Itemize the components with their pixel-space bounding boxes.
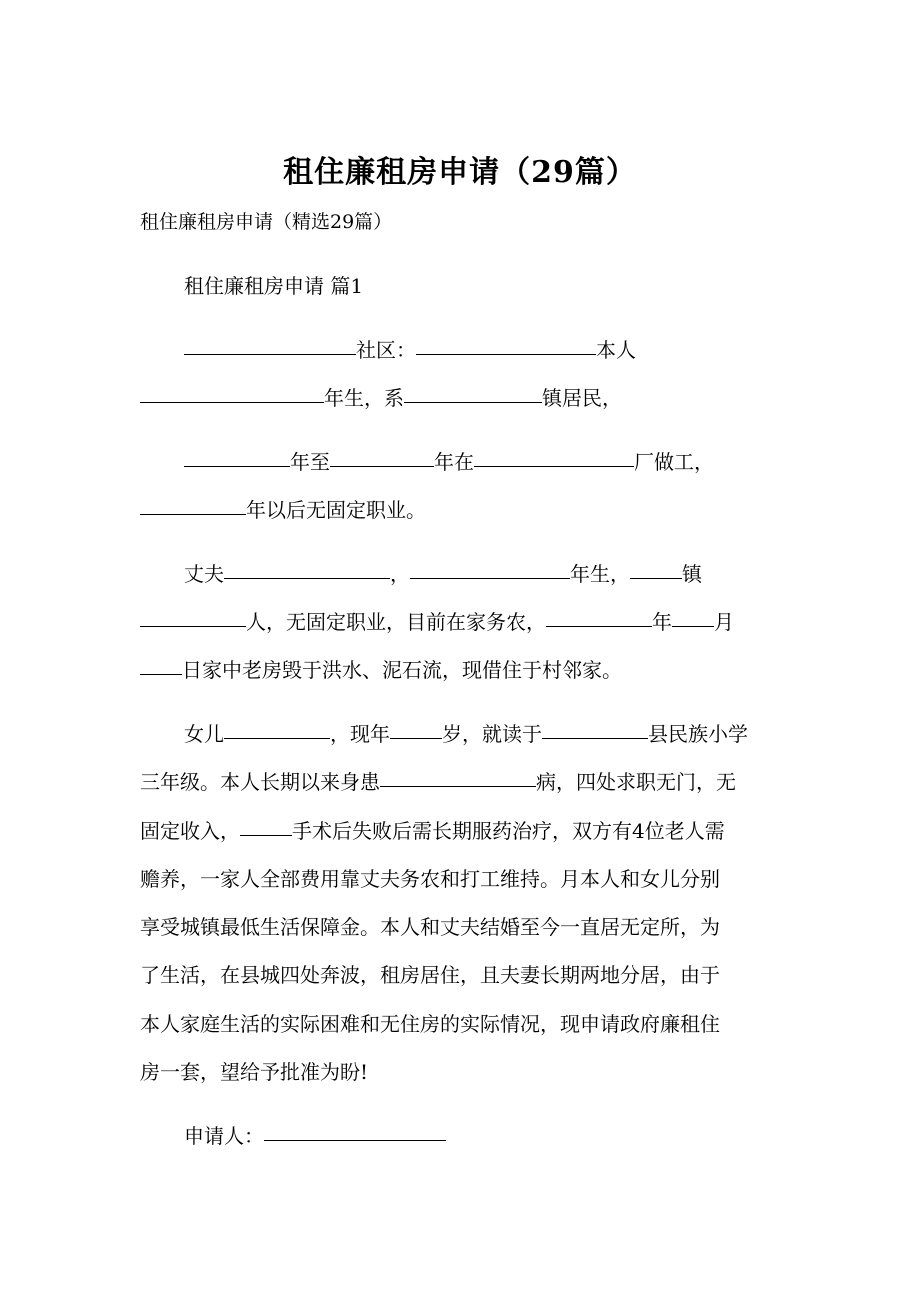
age-now-label: ，现年 bbox=[330, 722, 390, 746]
town-resident-label: 镇居民， bbox=[542, 386, 622, 410]
para3-line2b: 病，四处求职无门，无 bbox=[536, 770, 736, 794]
para3-line1 bbox=[184, 718, 748, 750]
para1-line4 bbox=[140, 494, 426, 526]
year-to-label: 年至 bbox=[290, 450, 330, 474]
blank-field bbox=[140, 653, 182, 675]
born-label: 年生，系 bbox=[324, 386, 404, 410]
para3-line4: 赡养，一家人全部费用靠丈夫务农和打工维持。月本人和女儿分别 bbox=[140, 867, 720, 891]
para2-line2-text: 人，无固定职业，目前在家务农， bbox=[246, 610, 546, 634]
para2-line2 bbox=[140, 606, 734, 638]
month-label: 月 bbox=[714, 610, 734, 634]
factory-work-label: 厂做工， bbox=[634, 450, 714, 474]
para1-line3 bbox=[184, 446, 714, 478]
blank-field bbox=[330, 445, 434, 467]
blank-field bbox=[184, 333, 356, 355]
blank-field bbox=[542, 717, 648, 739]
comma: ， bbox=[390, 562, 410, 586]
born-label: 年生， bbox=[570, 562, 630, 586]
section-heading: 租住廉租房申请 篇1 bbox=[184, 274, 364, 298]
year-at-label: 年在 bbox=[434, 450, 474, 474]
para3-line8: 房一套，望给予批准为盼! bbox=[140, 1060, 369, 1084]
blank-field bbox=[140, 605, 246, 627]
year-label: 年 bbox=[652, 610, 672, 634]
para3-line3a: 固定收入， bbox=[140, 819, 240, 843]
blank-field bbox=[184, 445, 290, 467]
subtitle: 租住廉租房申请（精选29篇） bbox=[140, 211, 393, 233]
age-unit-label: 岁，就读于 bbox=[442, 722, 542, 746]
husband-label: 丈夫 bbox=[184, 562, 224, 586]
school-label: 县民族小学 bbox=[648, 722, 748, 746]
para1-line2 bbox=[140, 382, 622, 414]
para1-line1 bbox=[184, 334, 636, 366]
daughter-label: 女儿 bbox=[184, 722, 224, 746]
blank-field bbox=[224, 717, 330, 739]
para3-line2 bbox=[140, 766, 736, 798]
para3-line3 bbox=[140, 815, 725, 847]
para2-line3-text: 日家中老房毁于洪水、泥石流，现借住于村邻家。 bbox=[182, 658, 622, 682]
town-label: 镇 bbox=[682, 562, 702, 586]
blank-field bbox=[390, 717, 442, 739]
community-label: 社区： bbox=[356, 338, 416, 362]
self-label: 本人 bbox=[596, 338, 636, 362]
applicant-label: 申请人： bbox=[184, 1124, 264, 1148]
applicant-signature-line bbox=[184, 1120, 446, 1152]
blank-field bbox=[140, 381, 324, 403]
blank-field bbox=[546, 605, 652, 627]
para3-line7: 本人家庭生活的实际困难和无住房的实际情况，现申请政府廉租住 bbox=[140, 1012, 720, 1036]
blank-field bbox=[630, 557, 682, 579]
blank-field bbox=[380, 765, 536, 787]
para2-line1 bbox=[184, 558, 702, 590]
blank-field bbox=[240, 814, 292, 836]
applicant-blank-field bbox=[264, 1119, 446, 1141]
blank-field bbox=[416, 333, 596, 355]
para2-line3 bbox=[140, 654, 622, 686]
blank-field bbox=[474, 445, 634, 467]
para3-line6: 了生活，在县城四处奔波，租房居住，且夫妻长期两地分居，由于 bbox=[140, 963, 720, 987]
page-title: 租住廉租房申请（29篇） bbox=[283, 155, 637, 190]
blank-field bbox=[410, 557, 570, 579]
para3-line2a: 三年级。本人长期以来身患 bbox=[140, 770, 380, 794]
no-fixed-job-label: 年以后无固定职业。 bbox=[246, 498, 426, 522]
blank-field bbox=[140, 493, 246, 515]
blank-field bbox=[404, 381, 542, 403]
blank-field bbox=[224, 557, 390, 579]
para3-line3b: 手术后失败后需长期服药治疗，双方有4位老人需 bbox=[292, 819, 725, 843]
para3-line5: 享受城镇最低生活保障金。本人和丈夫结婚至今一直居无定所，为 bbox=[140, 915, 720, 939]
blank-field bbox=[672, 605, 714, 627]
